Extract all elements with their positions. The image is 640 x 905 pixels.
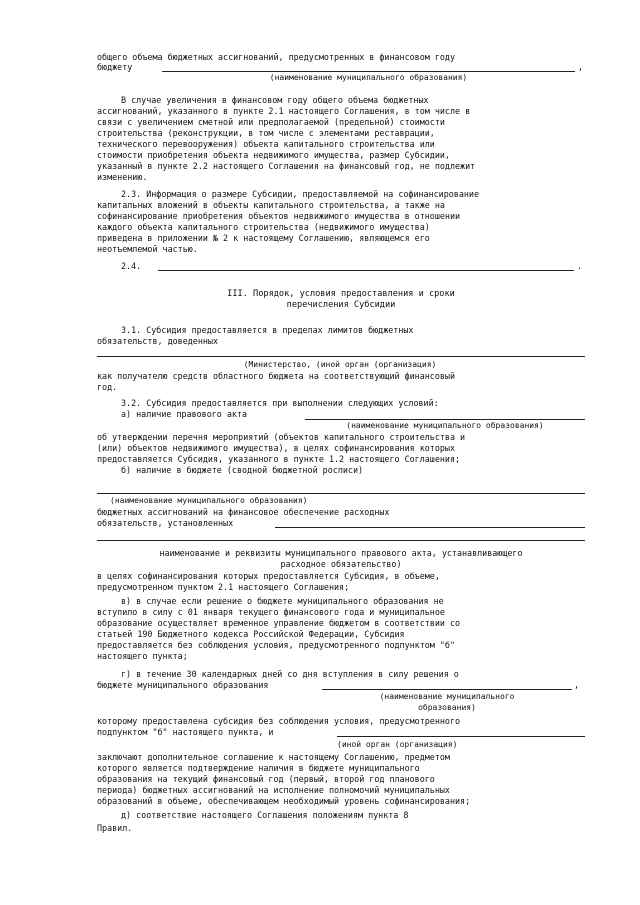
text-line: обязательств, установленных bbox=[97, 518, 234, 528]
text-line: общего объема бюджетных ассигнований, предусмотренных в финансовом году bbox=[97, 52, 455, 62]
field-caption: (иной орган (организация) bbox=[337, 740, 458, 749]
text-line: изменению. bbox=[97, 172, 148, 182]
text-line: капитальных вложений в объекты капитального строительства, а также на bbox=[97, 200, 445, 210]
text-line: обязательств, доведенных bbox=[97, 336, 219, 346]
text-line: б) наличие в бюджете (сводной бюджетной росписи) bbox=[121, 465, 364, 475]
text-line: 3.2. Субсидия предоставляется при выполнении следующих условий: bbox=[121, 398, 439, 408]
text-line: об утверждении перечня мероприятий (объектов капитального строительства и bbox=[97, 432, 466, 442]
field-caption: (Министерство, (иной орган (организация) bbox=[243, 360, 437, 369]
text-line: г) в течение 30 календарных дней со дня вступления в силу решения о bbox=[121, 669, 459, 679]
text-line: софинансирование приобретения объектов недвижимого имущества в отношении bbox=[97, 211, 461, 221]
text-line: указанный в пункте 2.2 настоящего Соглашения на финансовый год, не подлежит bbox=[97, 161, 476, 171]
text-line: подпунктом "б" настоящего пункта, и bbox=[97, 727, 274, 737]
text-line: образований в объеме, обеспечивающем необходимый уровень софинансирования; bbox=[97, 796, 471, 806]
text-line: Правил. bbox=[97, 823, 133, 833]
text-line: в целях софинансирования которых предоставляется Субсидия, в объеме, bbox=[97, 571, 440, 581]
field-caption: (наименование муниципального bbox=[379, 692, 515, 701]
text-line: д) соответствие настоящего Соглашения положениям пункта 8 bbox=[121, 810, 409, 820]
text-line: вступило в силу с 01 января текущего финансового года и муниципальное bbox=[97, 607, 445, 617]
text-line: которого является подтверждение наличия в бюджете муниципального bbox=[97, 763, 420, 773]
text-line: образование осуществляет временное управление бюджетом в соответствии со bbox=[97, 618, 461, 628]
fill-in-line bbox=[275, 527, 585, 528]
fill-in-line bbox=[97, 540, 585, 541]
field-caption: образования) bbox=[418, 703, 476, 712]
text-line: в) в случае если решение о бюджете муниципального образования не bbox=[121, 596, 444, 606]
text-line: 2.3. Информация о размере Субсидии, предоставляемой на софинансирование bbox=[121, 189, 479, 199]
fill-in-line bbox=[97, 493, 585, 494]
field-caption: (наименование муниципального образования) bbox=[269, 73, 468, 82]
section-heading: перечисления Субсидии bbox=[286, 300, 396, 310]
text-line: (или) объектов недвижимого имущества), в целях софинансирования которых bbox=[97, 443, 455, 453]
field-caption: расходное обязательство) bbox=[280, 559, 402, 569]
text-line: год. bbox=[97, 382, 118, 392]
fill-in-line bbox=[322, 689, 572, 690]
text-line: предоставляется Субсидия, указанного в пункте 1.2 настоящего Соглашения; bbox=[97, 454, 461, 464]
text-line: предоставляется без соблюдения условия, предусмотренного подпунктом "б" bbox=[97, 640, 455, 650]
text-line: В случае увеличения в финансовом году общего объема бюджетных bbox=[121, 95, 429, 105]
text-line: приведена в приложении № 2 к настоящему Соглашению, являющемся его bbox=[97, 233, 430, 243]
text-line: 3.1. Субсидия предоставляется в пределах лимитов бюджетных bbox=[121, 325, 414, 335]
text-line: . bbox=[577, 261, 583, 271]
text-line: бюджетных ассигнований на финансовое обеспечение расходных bbox=[97, 507, 390, 517]
text-line: заключают дополнительное соглашение к настоящему Соглашению, предметом bbox=[97, 752, 450, 762]
fill-in-line bbox=[337, 736, 585, 737]
text-line: каждого объекта капитального строительства (недвижимого имущества) bbox=[97, 222, 430, 232]
field-caption: (наименование муниципального образования) bbox=[110, 496, 308, 505]
text-line: предусмотренном пунктом 2.1 настоящего Соглашения; bbox=[97, 582, 350, 592]
text-line: периода) бюджетных ассигнований на исполнение полномочий муниципальных bbox=[97, 785, 450, 795]
text-line: статьей 190 Бюджетного кодекса Российской Федерации, Субсидия bbox=[97, 629, 405, 639]
field-caption: наименование и реквизиты муниципального правового акта, устанавливающего bbox=[159, 548, 523, 558]
text-line: неотъемлемой частью. bbox=[97, 244, 198, 254]
text-line: которому предоставлена субсидия без соблюдения условия, предусмотренного bbox=[97, 716, 461, 726]
text-line: , bbox=[574, 680, 580, 690]
fill-in-line bbox=[97, 356, 585, 357]
text-line: строительства (реконструкции, в том числе с элементами реставрации, bbox=[97, 128, 435, 138]
fill-in-line bbox=[305, 419, 585, 420]
text-line: 2.4. bbox=[121, 261, 142, 271]
text-line: , bbox=[578, 62, 584, 72]
text-line: настоящего пункта; bbox=[97, 651, 188, 661]
fill-in-line bbox=[158, 270, 574, 271]
text-line: технического перевооружения) объекта капитального строительства или bbox=[97, 139, 435, 149]
field-caption: (наименование муниципального образования) bbox=[346, 421, 544, 430]
text-line: бюджету bbox=[97, 62, 133, 72]
text-line: ассигнований, указанного в пункте 2.1 настоящего Соглашения, в том числе в bbox=[97, 106, 471, 116]
text-line: связи с увеличением сметной или предполагаемой (предельной) стоимости bbox=[97, 117, 445, 127]
text-line: а) наличие правового акта bbox=[121, 409, 248, 419]
text-line: стоимости приобретения объекта недвижимого имущества, размер Субсидии, bbox=[97, 150, 450, 160]
section-heading: III. Порядок, условия предоставления и сроки bbox=[227, 289, 455, 299]
text-line: образования на текущий финансовый год (первый, второй год планового bbox=[97, 774, 435, 784]
fill-in-line bbox=[162, 71, 575, 72]
text-line: как получателю средств областного бюджета на соответствующий финансовый bbox=[97, 371, 455, 381]
text-line: бюджете муниципального образования bbox=[97, 680, 269, 690]
